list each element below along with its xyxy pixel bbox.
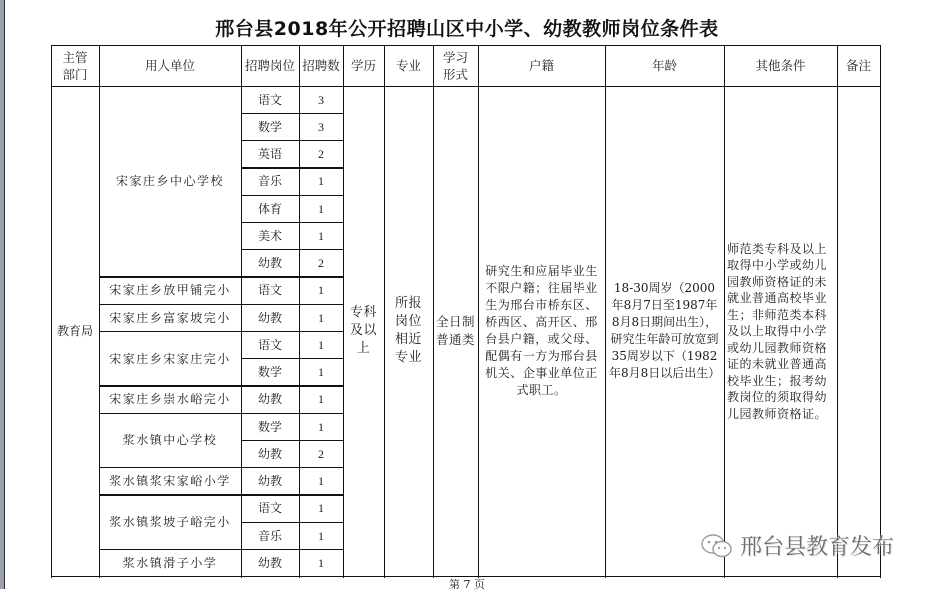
count-cell-text: 1 (318, 419, 324, 434)
post-cell-text: 幼教 (257, 310, 282, 325)
count-cell (299, 113, 343, 140)
header-dept-text: 主管部门 (62, 49, 88, 82)
header-post (241, 45, 299, 86)
table-rule (51, 45, 52, 578)
major-cell (384, 86, 433, 577)
table-rule (605, 45, 606, 578)
header-remarks-text: 备注 (845, 58, 871, 73)
table-rule (241, 222, 344, 223)
post-cell-text: 幼教 (257, 392, 282, 407)
count-cell-text: 1 (318, 555, 324, 570)
count-cell-text: 1 (318, 283, 324, 298)
table-rule (241, 276, 344, 277)
header-other-text: 其他条件 (755, 58, 806, 73)
major-cell-text: 所报岗位相近专业 (394, 296, 422, 366)
count-cell (299, 331, 343, 358)
post-cell (241, 195, 299, 222)
window-left-edge (0, 0, 5, 589)
header-count (299, 45, 343, 86)
age-cell-text: 18-30周岁（2000年8月7日至1987年8月8日期间出生），研究生年龄可放宽到35周岁以下（1982年8月8日以后出生） (609, 281, 721, 381)
post-cell-text: 数学 (257, 365, 282, 380)
table-rule (241, 467, 344, 468)
header-major-text: 专业 (395, 58, 421, 73)
post-cell (241, 86, 299, 113)
post-cell (241, 277, 299, 304)
wechat-icon (700, 533, 734, 559)
age-cell (605, 86, 724, 577)
count-cell-text: 1 (318, 228, 324, 243)
count-cell-text: 1 (318, 501, 324, 516)
table-rule (241, 522, 344, 523)
header-other (724, 45, 837, 86)
table-rule (99, 45, 100, 578)
post-cell-text: 体育 (257, 201, 282, 216)
post-cell (241, 304, 299, 331)
other-cell (724, 86, 837, 577)
post-cell-text: 音乐 (257, 174, 282, 189)
hukou-cell (478, 86, 605, 577)
unit-cell-text: 宋家庄乡富家坡完小 (109, 310, 231, 325)
count-cell-text: 2 (318, 256, 324, 271)
unit-cell-text: 浆水镇浆坡子峪完小 (109, 515, 231, 529)
post-cell-text: 数学 (257, 119, 282, 134)
unit-cell-text: 浆水镇中心学校 (122, 433, 218, 448)
count-cell (299, 304, 343, 331)
table-rule (478, 45, 479, 578)
page-number: 第 7 页 (449, 578, 485, 591)
remarks-cell (837, 86, 880, 577)
header-post-text: 招聘岗位 (244, 58, 295, 73)
study-form-cell-text: 全日制普通类 (436, 314, 476, 348)
watermark-text: 邢台县教育发布 (740, 535, 895, 560)
header-major (384, 45, 433, 86)
count-cell-text: 1 (318, 337, 324, 352)
count-cell-text: 1 (318, 392, 324, 407)
unit-cell (99, 277, 241, 304)
wechat-watermark (700, 530, 894, 561)
header-study-form-text: 学习形式 (442, 49, 468, 82)
header-education-text: 学历 (350, 58, 376, 73)
table-rule (99, 276, 242, 277)
post-cell (241, 413, 299, 440)
unit-cell-text: 浆水镇浆宋家峪小学 (109, 474, 231, 489)
count-cell-text: 1 (318, 174, 324, 189)
header-age (605, 45, 724, 86)
count-cell (299, 440, 343, 467)
count-cell (299, 468, 343, 495)
unit-cell-text: 宋家庄乡宋家庄完小 (109, 351, 231, 366)
count-cell (299, 277, 343, 304)
table-rule (343, 45, 344, 578)
post-cell (241, 222, 299, 249)
hukou-cell-text: 研究生和应届毕业生不限户籍；往届毕业生为邢台市桥东区、桥西区、高开区、邢台县户籍，或父母、配偶有一方为邢台县机关、企事业单位正式职工。 (485, 264, 598, 398)
unit-cell (99, 304, 241, 331)
table-rule (241, 304, 344, 305)
table-rule (837, 45, 838, 578)
post-cell-text: 幼教 (257, 555, 282, 570)
table-rule (241, 331, 344, 332)
page-title: 邢台县2018年公开招聘山区中小学、幼教教师岗位条件表 (215, 18, 719, 40)
count-cell (299, 168, 343, 195)
count-cell-text: 3 (318, 92, 324, 107)
unit-cell (99, 495, 241, 550)
header-education (343, 45, 384, 86)
post-cell-text: 幼教 (257, 256, 282, 271)
unit-cell (99, 468, 241, 495)
count-cell (299, 413, 343, 440)
post-cell (241, 440, 299, 467)
header-unit-text: 用人单位 (144, 58, 195, 73)
table-rule (241, 45, 242, 578)
count-cell (299, 359, 343, 386)
table-rule (241, 413, 344, 414)
table-rule (51, 86, 881, 87)
count-cell-text: 1 (318, 365, 324, 380)
post-cell-text: 语文 (257, 337, 282, 352)
other-cell-text: 师范类专科及以上取得中小学或幼儿园教师资格证的未就业普通高校毕业生；非师范类本科及以上取得中小学或幼儿园教师资格证的未就业普通高校毕业生；报考幼教岗位的须取得幼儿园教师资格证。 (727, 241, 828, 421)
education-cell (343, 86, 384, 577)
count-cell (299, 141, 343, 168)
post-cell-text: 美术 (257, 228, 282, 243)
table-rule (99, 413, 242, 414)
table-rule (433, 45, 434, 578)
header-dept (51, 45, 99, 86)
post-cell (241, 386, 299, 413)
post-cell-text: 英语 (257, 147, 282, 162)
study-form-cell (433, 86, 478, 577)
table-rule (724, 45, 725, 578)
post-cell-text: 音乐 (257, 528, 282, 543)
table-rule (241, 549, 344, 550)
unit-cell (99, 331, 241, 386)
table-rule (880, 45, 881, 578)
count-cell (299, 522, 343, 549)
table-rule (384, 45, 385, 578)
post-cell (241, 113, 299, 140)
header-hukou (478, 45, 605, 86)
header-remarks (837, 45, 880, 86)
unit-cell (99, 386, 241, 413)
count-cell (299, 222, 343, 249)
post-cell (241, 522, 299, 549)
post-cell-text: 语文 (257, 92, 282, 107)
table-rule (99, 304, 242, 305)
count-cell-text: 1 (318, 310, 324, 325)
post-cell (241, 468, 299, 495)
unit-cell (99, 549, 241, 576)
header-count-text: 招聘数 (302, 58, 340, 73)
post-cell (241, 359, 299, 386)
unit-cell (99, 413, 241, 468)
post-cell-text: 数学 (257, 419, 282, 434)
post-cell (241, 168, 299, 195)
post-cell (241, 549, 299, 576)
post-cell (241, 331, 299, 358)
table-rule (241, 195, 344, 196)
table-rule (241, 385, 344, 386)
table-rule (299, 45, 300, 578)
table-rule (99, 385, 242, 386)
post-cell (241, 141, 299, 168)
table-rule (241, 358, 344, 359)
count-cell (299, 250, 343, 277)
count-cell (299, 195, 343, 222)
header-hukou-text: 户籍 (528, 58, 554, 73)
count-cell-text: 3 (318, 119, 324, 134)
count-cell (299, 549, 343, 576)
table-rule (241, 140, 344, 141)
unit-cell-text: 宋家庄乡放甲铺完小 (109, 283, 231, 298)
unit-cell-text: 宋家庄乡崇水峪完小 (109, 392, 231, 407)
header-unit (99, 45, 241, 86)
table-rule (241, 167, 344, 168)
unit-cell (99, 86, 241, 277)
table-rule (241, 494, 344, 495)
table-rule (99, 331, 242, 332)
count-cell-text: 1 (318, 474, 324, 489)
table-rule (99, 494, 242, 495)
unit-cell-text: 浆水镇滑子小学 (122, 555, 218, 570)
post-cell-text: 幼教 (257, 474, 282, 489)
table-rule (241, 113, 344, 114)
table-rule (241, 440, 344, 441)
post-cell (241, 495, 299, 522)
header-age-text: 年龄 (651, 58, 677, 73)
count-cell-text: 1 (318, 528, 324, 543)
count-cell-text: 1 (318, 201, 324, 216)
post-cell-text: 幼教 (257, 446, 282, 461)
post-cell-text: 语文 (257, 283, 282, 298)
count-cell-text: 2 (318, 147, 324, 162)
dept-cell (51, 86, 99, 577)
unit-cell-text: 宋家庄乡中心学校 (115, 174, 224, 189)
dept-cell-text: 教育局 (56, 324, 93, 339)
education-cell-text: 专科及以上 (349, 305, 377, 357)
post-cell-text: 语文 (257, 501, 282, 516)
post-cell (241, 250, 299, 277)
count-cell-text: 2 (318, 446, 324, 461)
header-study-form (433, 45, 478, 86)
table-rule (99, 549, 242, 550)
table-rule (99, 467, 242, 468)
table-rule (241, 249, 344, 250)
count-cell (299, 386, 343, 413)
count-cell (299, 495, 343, 522)
count-cell (299, 86, 343, 113)
table-rule (51, 45, 881, 46)
